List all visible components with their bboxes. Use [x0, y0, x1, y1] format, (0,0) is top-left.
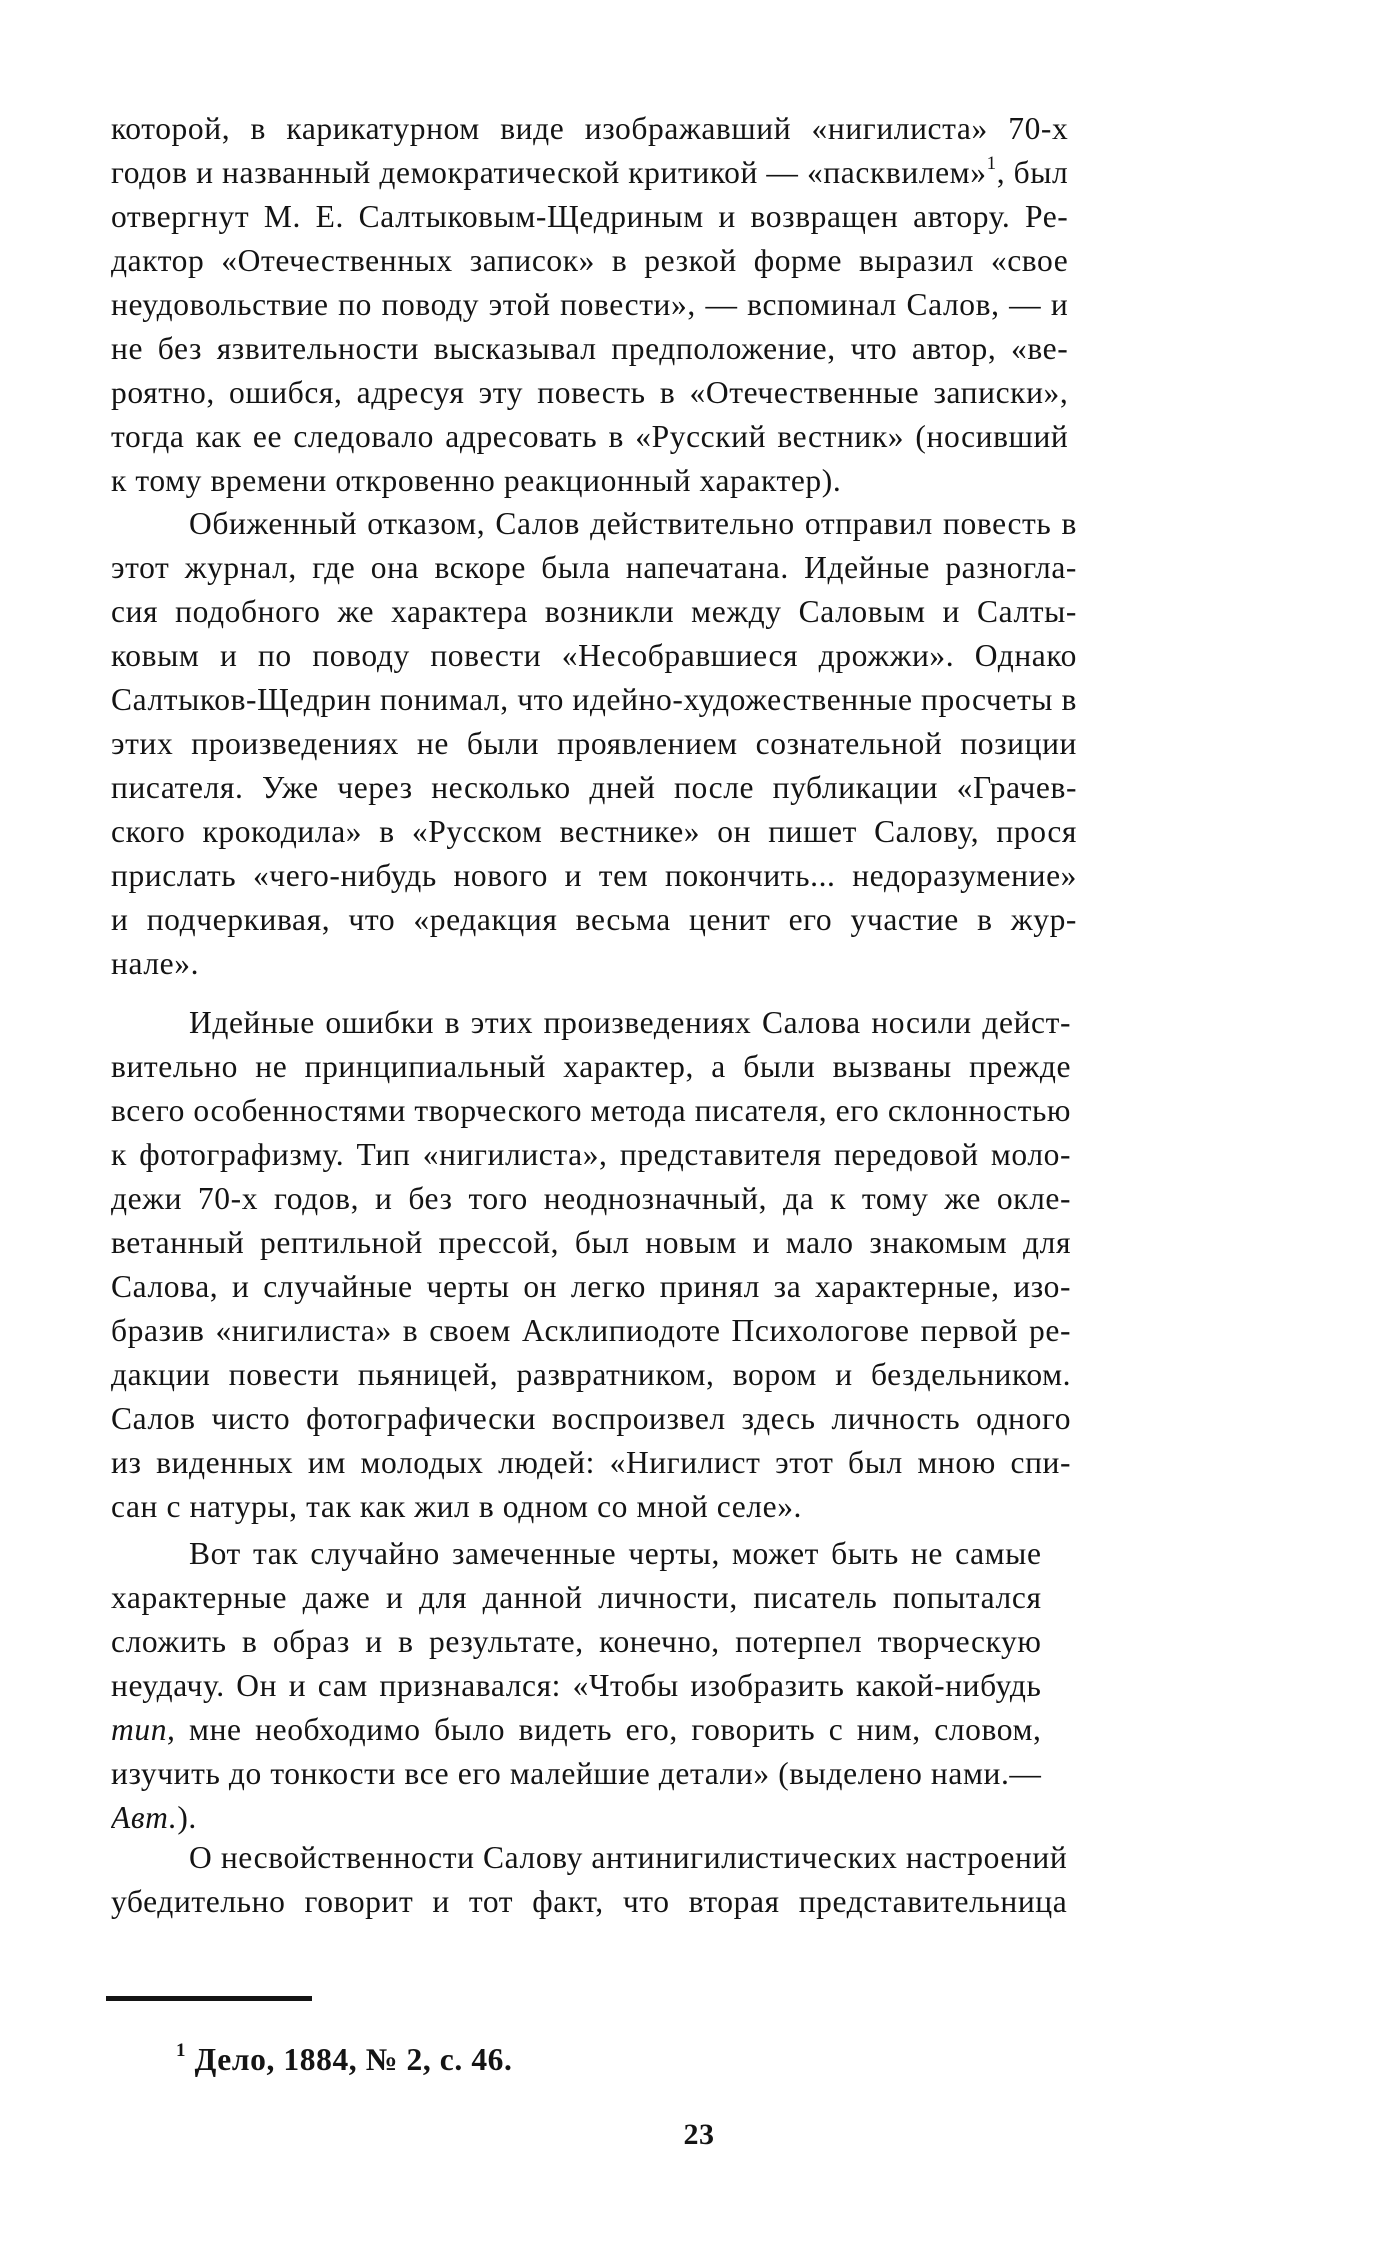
line: тип, мне необходимо было видеть его, говорить с ним, словом,	[111, 1712, 1042, 1747]
line: к тому времени откровенно реакционный характер).	[111, 463, 842, 498]
line: О несвойственности Салову антинигилистических настроений	[189, 1840, 1068, 1875]
page-number: 23	[683, 2118, 715, 2151]
line: убедительно говорит и тот факт, что вторая представительница	[111, 1884, 1068, 1919]
line: Обиженный отказом, Салов действительно отправил повесть в	[189, 506, 1078, 541]
line: нале».	[111, 946, 200, 981]
line: Идейные ошибки в этих произведениях Салова носили дейст-	[189, 1005, 1072, 1040]
paragraph-2	[111, 502, 1077, 986]
line: отвергнут М. Е. Салтыковым-Щедриным и возвращен автору. Ре-	[111, 199, 1069, 234]
paragraph-3	[111, 1001, 1071, 1529]
line: тогда как ее следовало адресовать в «Русский вестник» (носивший	[111, 419, 1069, 454]
line: к фотографизму. Тип «нигилиста», представителя передовой моло-	[111, 1137, 1072, 1172]
line: этот журнал, где она вскоре была напечатана. Идейные разногла-	[111, 550, 1078, 585]
line: ского крокодила» в «Русском вестнике» он пишет Салову, прося	[111, 814, 1078, 849]
line: не без язвительности высказывал предположение, что автор, «ве-	[111, 331, 1069, 366]
line: Салтыков-Щедрин понимал, что идейно-художественные просчеты в	[111, 682, 1078, 717]
line: ветанный рептильной прессой, был новым и мало знакомым для	[111, 1225, 1072, 1260]
line: роятно, ошибся, адресуя эту повесть в «Отечественные записки»,	[111, 375, 1069, 410]
line: дакции повести пьяницей, развратником, вором и бездельником.	[111, 1357, 1072, 1392]
line: писателя. Уже через несколько дней после публикации «Грачев-	[111, 770, 1078, 805]
line: Вот так случайно замеченные черты, может быть не самые	[189, 1536, 1042, 1571]
line: неудовольствие по поводу этой повести», — вспоминал Салов, — и	[111, 287, 1069, 322]
line: всего особенностями творческого метода писателя, его склонностью	[111, 1093, 1072, 1128]
line: дежи 70-х годов, и без того неоднозначный, да к тому же окле-	[111, 1181, 1072, 1216]
paragraph-4	[111, 1532, 1042, 1840]
line: которой, в карикатурном виде изображавший «нигилиста» 70-х	[111, 111, 1069, 146]
line: неудачу. Он и сам признавался: «Чтобы изобразить какой-нибудь	[111, 1668, 1042, 1703]
footnote-text: Дело, 1884, № 2, с. 46.	[194, 2042, 513, 2077]
line: Авт.).	[111, 1800, 197, 1835]
line: прислать «чего-нибудь нового и тем покончить... недоразумение»	[111, 858, 1078, 893]
line: сия подобного же характера возникли между Саловым и Салты-	[111, 594, 1078, 629]
line: вительно не принципиальный характер, а были вызваны прежде	[111, 1049, 1072, 1084]
line: сложить в образ и в результате, конечно, потерпел творческую	[111, 1624, 1042, 1659]
footnote-ref: 1	[986, 152, 997, 174]
line: изучить до тонкости все его малейшие детали» (выделено нами.—	[111, 1756, 1042, 1791]
line: сан с натуры, так как жил в одном со мной селе».	[111, 1489, 803, 1524]
line: бразив «нигилиста» в своем Асклипиодоте Психологове первой ре-	[111, 1313, 1072, 1348]
footnote	[176, 2038, 513, 2082]
footnote-divider	[106, 1996, 312, 2001]
line: этих произведениях не были проявлением сознательной позиции	[111, 726, 1078, 761]
line: характерные даже и для данной личности, писатель попытался	[111, 1580, 1042, 1615]
line: годов и названный демократической критикой — «пасквилем»$^1$, был	[111, 152, 1069, 190]
line: дактор «Отечественных записок» в резкой форме выразил «свое	[111, 243, 1069, 278]
line: Салова, и случайные черты он легко принял за характерные, изо-	[111, 1269, 1072, 1304]
paragraph-5	[111, 1836, 1067, 1924]
footnote-marker: 1	[176, 2039, 187, 2061]
line: Салов чисто фотографически воспроизвел здесь личность одного	[111, 1401, 1072, 1436]
line: из виденных им молодых людей: «Нигилист этот был мною спи-	[111, 1445, 1072, 1480]
paragraph-1	[111, 107, 1068, 503]
line: и подчеркивая, что «редакция весьма ценит его участие в жур-	[111, 902, 1078, 937]
line: ковым и по поводу повести «Несобравшиеся дрожжи». Однако	[111, 638, 1078, 673]
